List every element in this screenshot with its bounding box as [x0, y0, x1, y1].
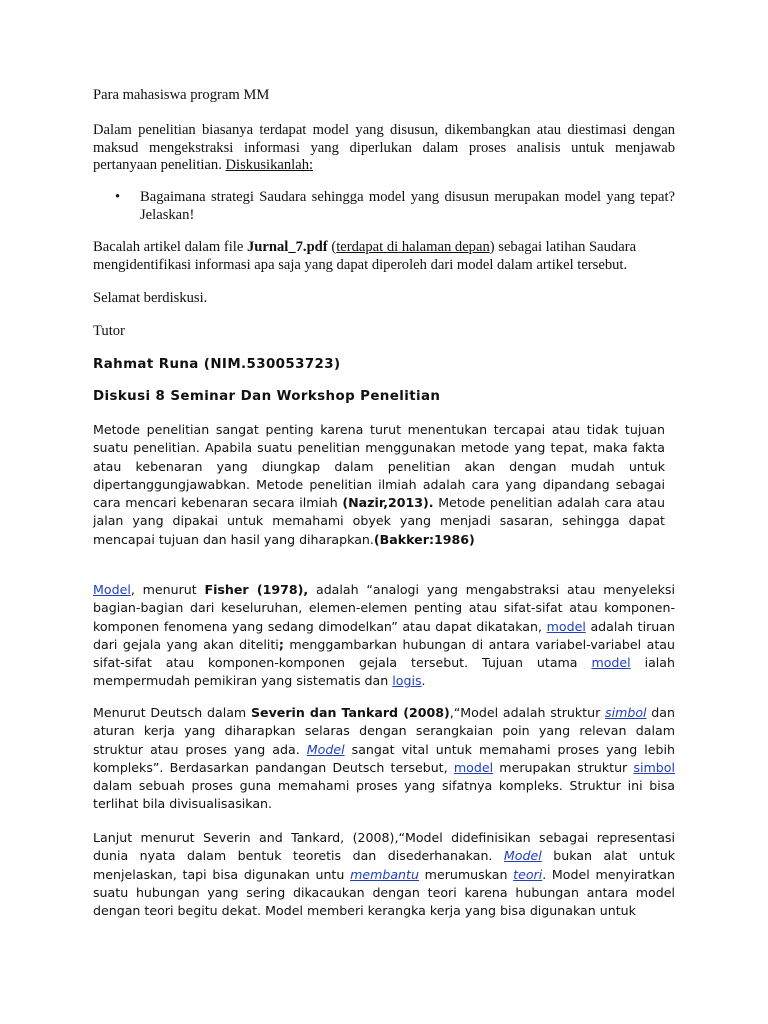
citation-bakker: (Bakker:1986): [373, 531, 475, 547]
deutsch-paragraph: Menurut Deutsch dalam Severin dan Tankard (2008),“Model adalah struktur simbol dan aturan kerja yang diharapkan selaras dengan serangkaian poin yang relevan dalam struktur atau proses yang ada. Model sangat vital untuk memahami proses yang lebih kompleks”. Berdasarkan pandangan Deutsch tersebut, model merupakan struktur simbol dalam sebuah proses guna memahami proses yang sifatnya kompleks. Struktur ini bisa terlihat bila divisualisasikan.: [93, 705, 676, 812]
model-link[interactable]: Model: [306, 741, 345, 757]
discussion-title: Diskusi 8 Seminar Dan Workshop Penelitian: [93, 389, 441, 404]
bullet-icon: •: [115, 189, 121, 205]
simbol-link[interactable]: simbol: [633, 759, 675, 775]
model-link[interactable]: model: [546, 618, 586, 634]
severin-paragraph: Lanjut menurut Severin and Tankard, (2008),“Model didefinisikan sebagai representasi dunia nyata dalam bentuk teoretis dan disederhanakan. Model bukan alat untuk menjelaskan, tapi bisa digunakan untu membantu merumuskan teori. Model menyiratkan suatu hubungan yang sering dikacaukan dengan teori karena hubungan antara model dengan teori begitu dekat. Model memberi kerangka kerja yang bisa digunakan untuk: [93, 830, 675, 919]
front-page-link[interactable]: terdapat di halaman depan: [336, 239, 490, 255]
author-heading: Rahmat Runa (NIM.530053723): [93, 357, 341, 372]
question-text: Bagaimana strategi Saudara sehingga model yang disusun merupakan model yang tepat? Jelaskan!: [140, 189, 675, 223]
teori-link[interactable]: teori: [513, 866, 543, 882]
logis-link[interactable]: logis: [392, 673, 422, 689]
signature: Tutor: [93, 323, 125, 339]
assignment-paragraph: Bacalah artikel dalam file Jurnal_7.pdf (terdapat di halaman depan) sebagai latihan Saudara mengidentifikasi informasi apa saja yang dapat diperoleh dari model dalam artikel tersebut.: [93, 239, 637, 273]
method-paragraph: Metode penelitian sangat penting karena turut menentukan tercapai atau tidak tujuan suatu penelitian. Apabila suatu penelitian menggunakan metode yang tepat, maka fakta atau kebenaran yang diungkap dalam penelitian akan dengan mudah untuk dipertanggungjawabkan. Metode penelitian ilmiah adalah cara yang dipandang sebagai cara mencari kebenaran secara ilmiah (Nazir,2013). Metode penelitian adalah cara atau jalan yang dipakai untuk memahami obyek yang menjadi sasaran, sehingga dapat mencapai tujuan dan hasil yang diharapkan.(Bakker:1986): [93, 422, 666, 547]
citation-fisher: Fisher (1978),: [204, 582, 309, 597]
model-link[interactable]: model: [453, 759, 494, 775]
model-link[interactable]: Model: [503, 848, 542, 864]
greeting: Para mahasiswa program MM: [93, 87, 270, 103]
model-link[interactable]: model: [591, 655, 631, 671]
intro-paragraph: Dalam penelitian biasanya terdapat model yang disusun, dikembangkan atau diestimasi dengan maksud mengekstraksi informasi yang diperlukan dalam proses analisis untuk menjawab pertanyaan penelitian. Diskusikanlah:: [93, 122, 675, 173]
citation-severin: Severin dan Tankard (2008): [250, 705, 450, 720]
membantu-link[interactable]: membantu: [350, 866, 419, 882]
simbol-link[interactable]: simbol: [605, 705, 647, 720]
model-link[interactable]: Model: [93, 582, 131, 597]
closing-line: Selamat berdiskusi.: [93, 290, 208, 306]
question-bullet: [115, 189, 675, 225]
file-name: Jurnal_7.pdf: [246, 239, 328, 255]
discuss-instruction: Diskusikanlah:: [225, 157, 314, 173]
model-definition-paragraph: Model, menurut Fisher (1978), adalah “analogi yang mengabstraksi atau menyeleksi bagian-bagian dari keseluruhan, elemen-elemen penting atau sifat-sifat atau komponen-komponen fenomena yang sedang dimodelkan” atau dapat dikatakan, model adalah tiruan dari gejala yang akan diteliti; menggambarkan hubungan di antara variabel-variabel atau sifat-sifat atau komponen-komponen gejala tersebut. Tujuan utama model ialah mempermudah pemikiran yang sistematis dan logis.: [93, 582, 676, 689]
citation-nazir: (Nazir,2013).: [342, 495, 434, 511]
